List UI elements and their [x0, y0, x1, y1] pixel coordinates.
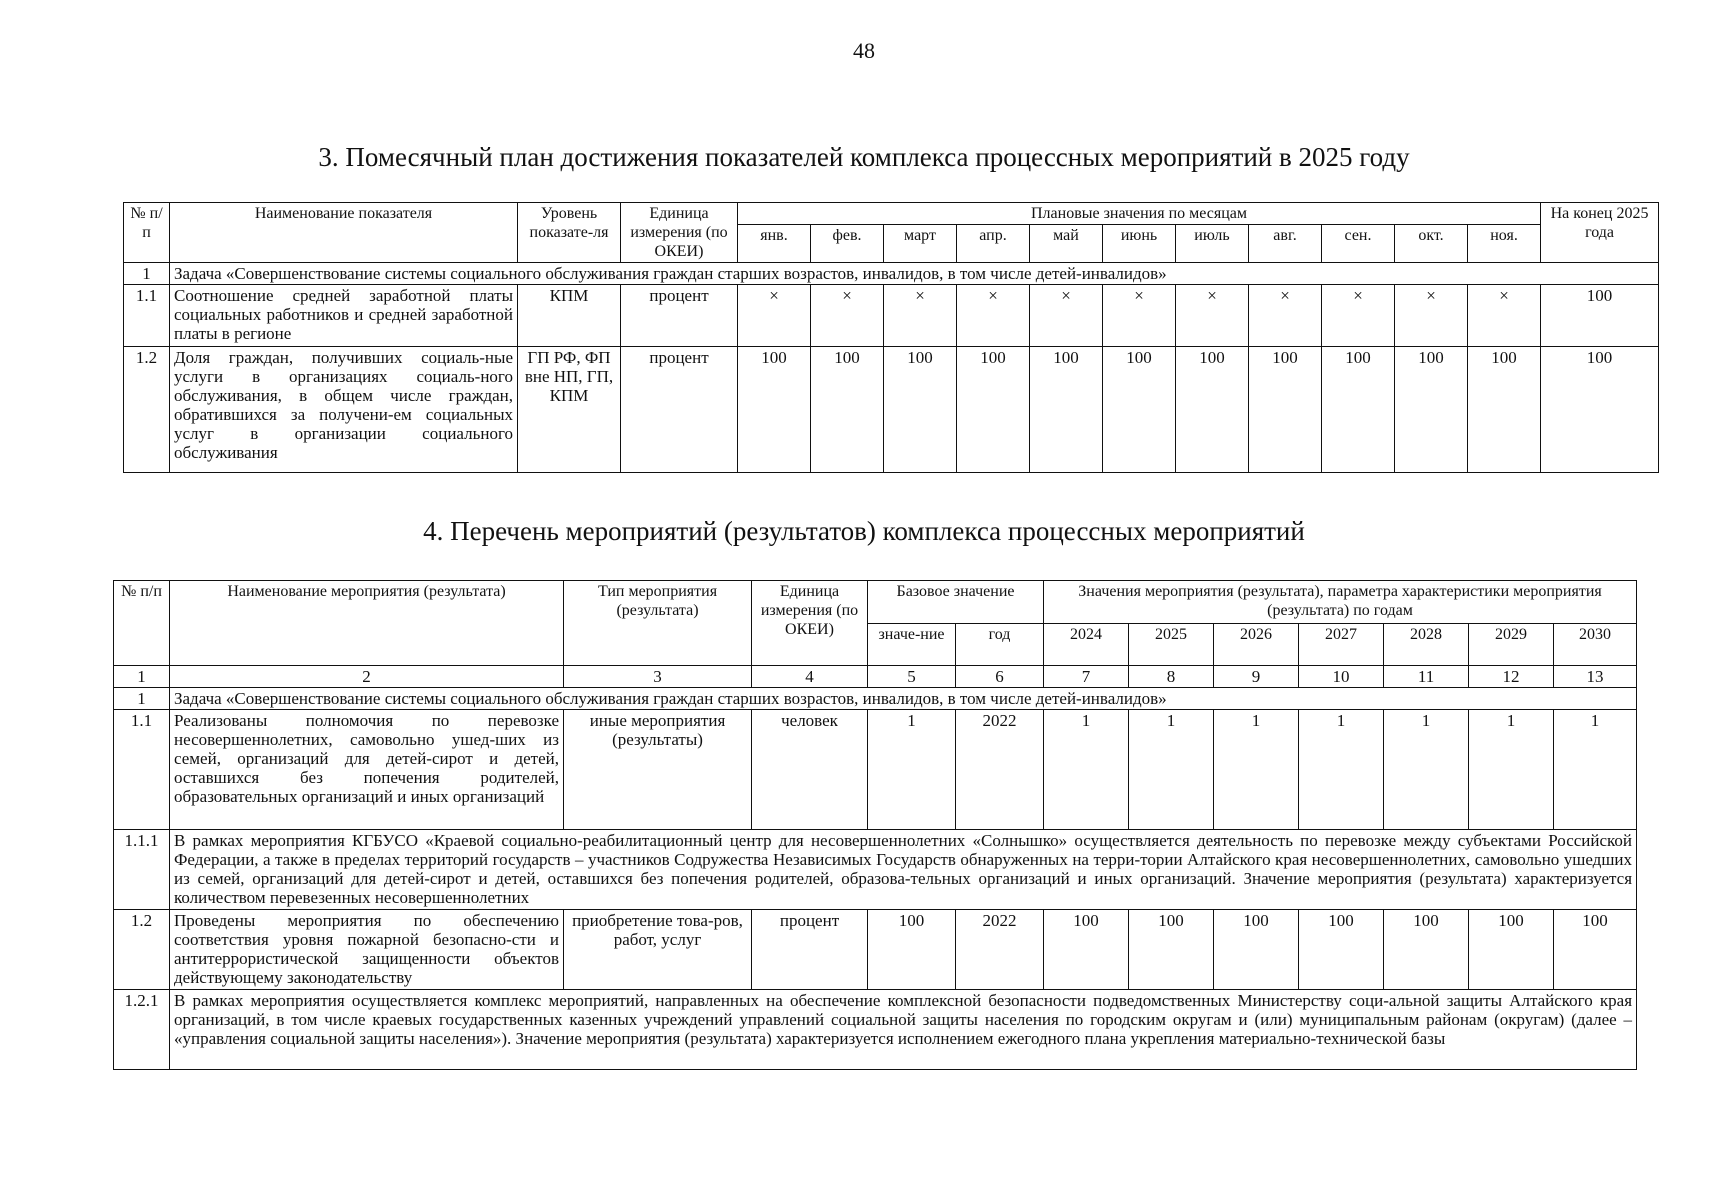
year-value: 1 — [1044, 710, 1129, 830]
month-header: ноя. — [1468, 225, 1541, 263]
month-value: 100 — [1395, 347, 1468, 473]
month-header: март — [884, 225, 957, 263]
row-no: 1.2 — [114, 910, 170, 990]
month-value: 100 — [738, 347, 811, 473]
year-value: 100 — [1129, 910, 1214, 990]
page-number: 48 — [853, 38, 875, 63]
table-row — [114, 830, 1637, 910]
col-name-header: Наименование мероприятия (результата) — [170, 581, 564, 666]
month-header: июнь — [1103, 225, 1176, 263]
indicator-level: ГП РФ, ФП вне НП, ГП, КПМ — [518, 347, 621, 473]
col-number: 12 — [1469, 666, 1554, 688]
base-value: 100 — [868, 910, 956, 990]
year-header: 2028 — [1384, 624, 1469, 666]
year-value: 1 — [1554, 710, 1637, 830]
month-value: × — [1249, 285, 1322, 347]
task-text: Задача «Совершенствование системы социального обслуживания граждан старших возрастов, инвалидов, в том числе детей-инвалидов» — [170, 688, 1637, 710]
col-base-header: Базовое значение — [868, 581, 1044, 624]
measure-type: приобретение това-ров, работ, услуг — [564, 910, 752, 990]
row-no: 1.1 — [124, 285, 170, 347]
task-no: 1 — [124, 263, 170, 285]
month-value: × — [957, 285, 1030, 347]
measure-unit: процент — [752, 910, 868, 990]
month-header: май — [1030, 225, 1103, 263]
month-header: июль — [1176, 225, 1249, 263]
task-text: Задача «Совершенствование системы социального обслуживания граждан старших возрастов, инвалидов, в том числе детей-инвалидов» — [170, 263, 1659, 285]
month-value: × — [1468, 285, 1541, 347]
measure-name: Проведены мероприятия по обеспечению соответствия уровня пожарной безопасно-сти и антитеррористической защищенности объектов действующему законодательству — [170, 910, 564, 990]
month-header: янв. — [738, 225, 811, 263]
measures-table — [113, 580, 1637, 1070]
year-header: 2027 — [1299, 624, 1384, 666]
year-header: 2026 — [1214, 624, 1299, 666]
month-value: × — [884, 285, 957, 347]
month-value: 100 — [1176, 347, 1249, 473]
year-value: 100 — [1554, 910, 1637, 990]
table-row — [124, 347, 1659, 473]
month-value: 100 — [1103, 347, 1176, 473]
indicator-name: Соотношение средней заработной платы социальных работников и средней заработной платы в регионе — [170, 285, 518, 347]
year-header: 2029 — [1469, 624, 1554, 666]
col-unit-header: Единица измерения (по ОКЕИ) — [752, 581, 868, 666]
base-value: 1 — [868, 710, 956, 830]
month-header: окт. — [1395, 225, 1468, 263]
month-header: фев. — [811, 225, 884, 263]
base-year: 2022 — [956, 910, 1044, 990]
table-row — [114, 710, 1637, 830]
col-number: 11 — [1384, 666, 1469, 688]
year-header: 2025 — [1129, 624, 1214, 666]
col-values-header: Значения мероприятия (результата), параметра характеристики мероприятия (результата) по годам — [1044, 581, 1637, 624]
col-number: 9 — [1214, 666, 1299, 688]
base-year-header: год — [956, 624, 1044, 666]
month-value: 100 — [884, 347, 957, 473]
col-no-header: № п/п — [114, 581, 170, 666]
monthly-plan-table — [123, 202, 1659, 473]
row-no: 1.2 — [124, 347, 170, 473]
year-value: 100 — [1384, 910, 1469, 990]
col-number: 8 — [1129, 666, 1214, 688]
month-value: × — [1103, 285, 1176, 347]
end-value: 100 — [1541, 347, 1659, 473]
col-number: 1 — [114, 666, 170, 688]
month-header: апр. — [957, 225, 1030, 263]
base-year: 2022 — [956, 710, 1044, 830]
col-number: 10 — [1299, 666, 1384, 688]
col-name-header: Наименование показателя — [170, 203, 518, 263]
table-row — [114, 990, 1637, 1070]
section4-title: 4. Перечень мероприятий (результатов) комплекса процессных мероприятий — [423, 516, 1305, 546]
col-plan-header: Плановые значения по месяцам — [738, 203, 1541, 225]
indicator-level: КПМ — [518, 285, 621, 347]
year-value: 100 — [1469, 910, 1554, 990]
base-value-header: значе-ние — [868, 624, 956, 666]
year-value: 1 — [1214, 710, 1299, 830]
indicator-name: Доля граждан, получивших социаль-ные услуги в организациях социаль-ного обслуживания, в общем числе граждан, обратившихся за получени-ем социальных услуг в организации социального обслуживания — [170, 347, 518, 473]
month-value: 100 — [1249, 347, 1322, 473]
year-value: 100 — [1214, 910, 1299, 990]
month-value: × — [738, 285, 811, 347]
measure-name: Реализованы полномочия по перевозке несовершеннолетних, самовольно ушед-ших из семей, организаций для детей-сирот и детей, оставшихся без попечения родителей, образовательных организаций и иных организаций — [170, 710, 564, 830]
task-no: 1 — [114, 688, 170, 710]
table-row — [124, 285, 1659, 347]
year-value: 1 — [1129, 710, 1214, 830]
month-value: 100 — [957, 347, 1030, 473]
measure-note: В рамках мероприятия КГБУСО «Краевой социально-реабилитационный центр для несовершеннолетних «Солнышко» осуществляется деятельность по перевозке между субъектами Российской Федерации, а также в пределах территорий государств – участников Содружества Независимых Государств обнаруженных на терри-тории Алтайского края несовершеннолетних, самовольно ушедших из семей, организаций для детей-сирот и детей, оставшихся без попечения родителей, образова-тельных организаций и иных организаций. Значение мероприятия (результата) характеризуется количеством перевезенных несовершеннолетних — [170, 830, 1637, 910]
measure-unit: человек — [752, 710, 868, 830]
month-value: 100 — [1030, 347, 1103, 473]
col-number: 2 — [170, 666, 564, 688]
col-number: 3 — [564, 666, 752, 688]
month-value: 100 — [1468, 347, 1541, 473]
month-value: × — [1176, 285, 1249, 347]
indicator-unit: процент — [621, 285, 738, 347]
col-number: 5 — [868, 666, 956, 688]
month-value: 100 — [811, 347, 884, 473]
col-end-header: На конец 2025 года — [1541, 203, 1659, 263]
year-value: 1 — [1299, 710, 1384, 830]
month-header: сен. — [1322, 225, 1395, 263]
month-value: × — [1395, 285, 1468, 347]
month-value: 100 — [1322, 347, 1395, 473]
year-value: 1 — [1384, 710, 1469, 830]
measure-type: иные мероприятия (результаты) — [564, 710, 752, 830]
col-number: 7 — [1044, 666, 1129, 688]
col-unit-header: Единица измерения (по ОКЕИ) — [621, 203, 738, 263]
col-type-header: Тип мероприятия (результата) — [564, 581, 752, 666]
month-header: авг. — [1249, 225, 1322, 263]
year-value: 100 — [1044, 910, 1129, 990]
measure-note: В рамках мероприятия осуществляется комплекс мероприятий, направленных на обеспечение комплексной безопасности подведомственных Министерству соци-альной защиты Алтайского края организаций, в том числе краевых государственных казенных учреждений управлений социальной защиты населения по городским округам и (или) муниципальным районам (округам) (далее – «управления социальной защиты населения»). Значение мероприятия (результата) характеризуется исполнением ежегодного плана укрепления материально-технической базы — [170, 990, 1637, 1070]
end-value: 100 — [1541, 285, 1659, 347]
month-value: × — [1322, 285, 1395, 347]
year-value: 1 — [1469, 710, 1554, 830]
col-no-header: № п/п — [124, 203, 170, 263]
indicator-unit: процент — [621, 347, 738, 473]
year-header: 2024 — [1044, 624, 1129, 666]
col-number: 4 — [752, 666, 868, 688]
year-value: 100 — [1299, 910, 1384, 990]
month-value: × — [811, 285, 884, 347]
row-no: 1.2.1 — [114, 990, 170, 1070]
year-header: 2030 — [1554, 624, 1637, 666]
month-value: × — [1030, 285, 1103, 347]
section3-title: 3. Помесячный план достижения показателей комплекса процессных мероприятий в 2025 году — [318, 142, 1410, 172]
col-number: 13 — [1554, 666, 1637, 688]
col-number: 6 — [956, 666, 1044, 688]
table-row — [114, 910, 1637, 990]
row-no: 1.1.1 — [114, 830, 170, 910]
col-level-header: Уровень показате-ля — [518, 203, 621, 263]
row-no: 1.1 — [114, 710, 170, 830]
